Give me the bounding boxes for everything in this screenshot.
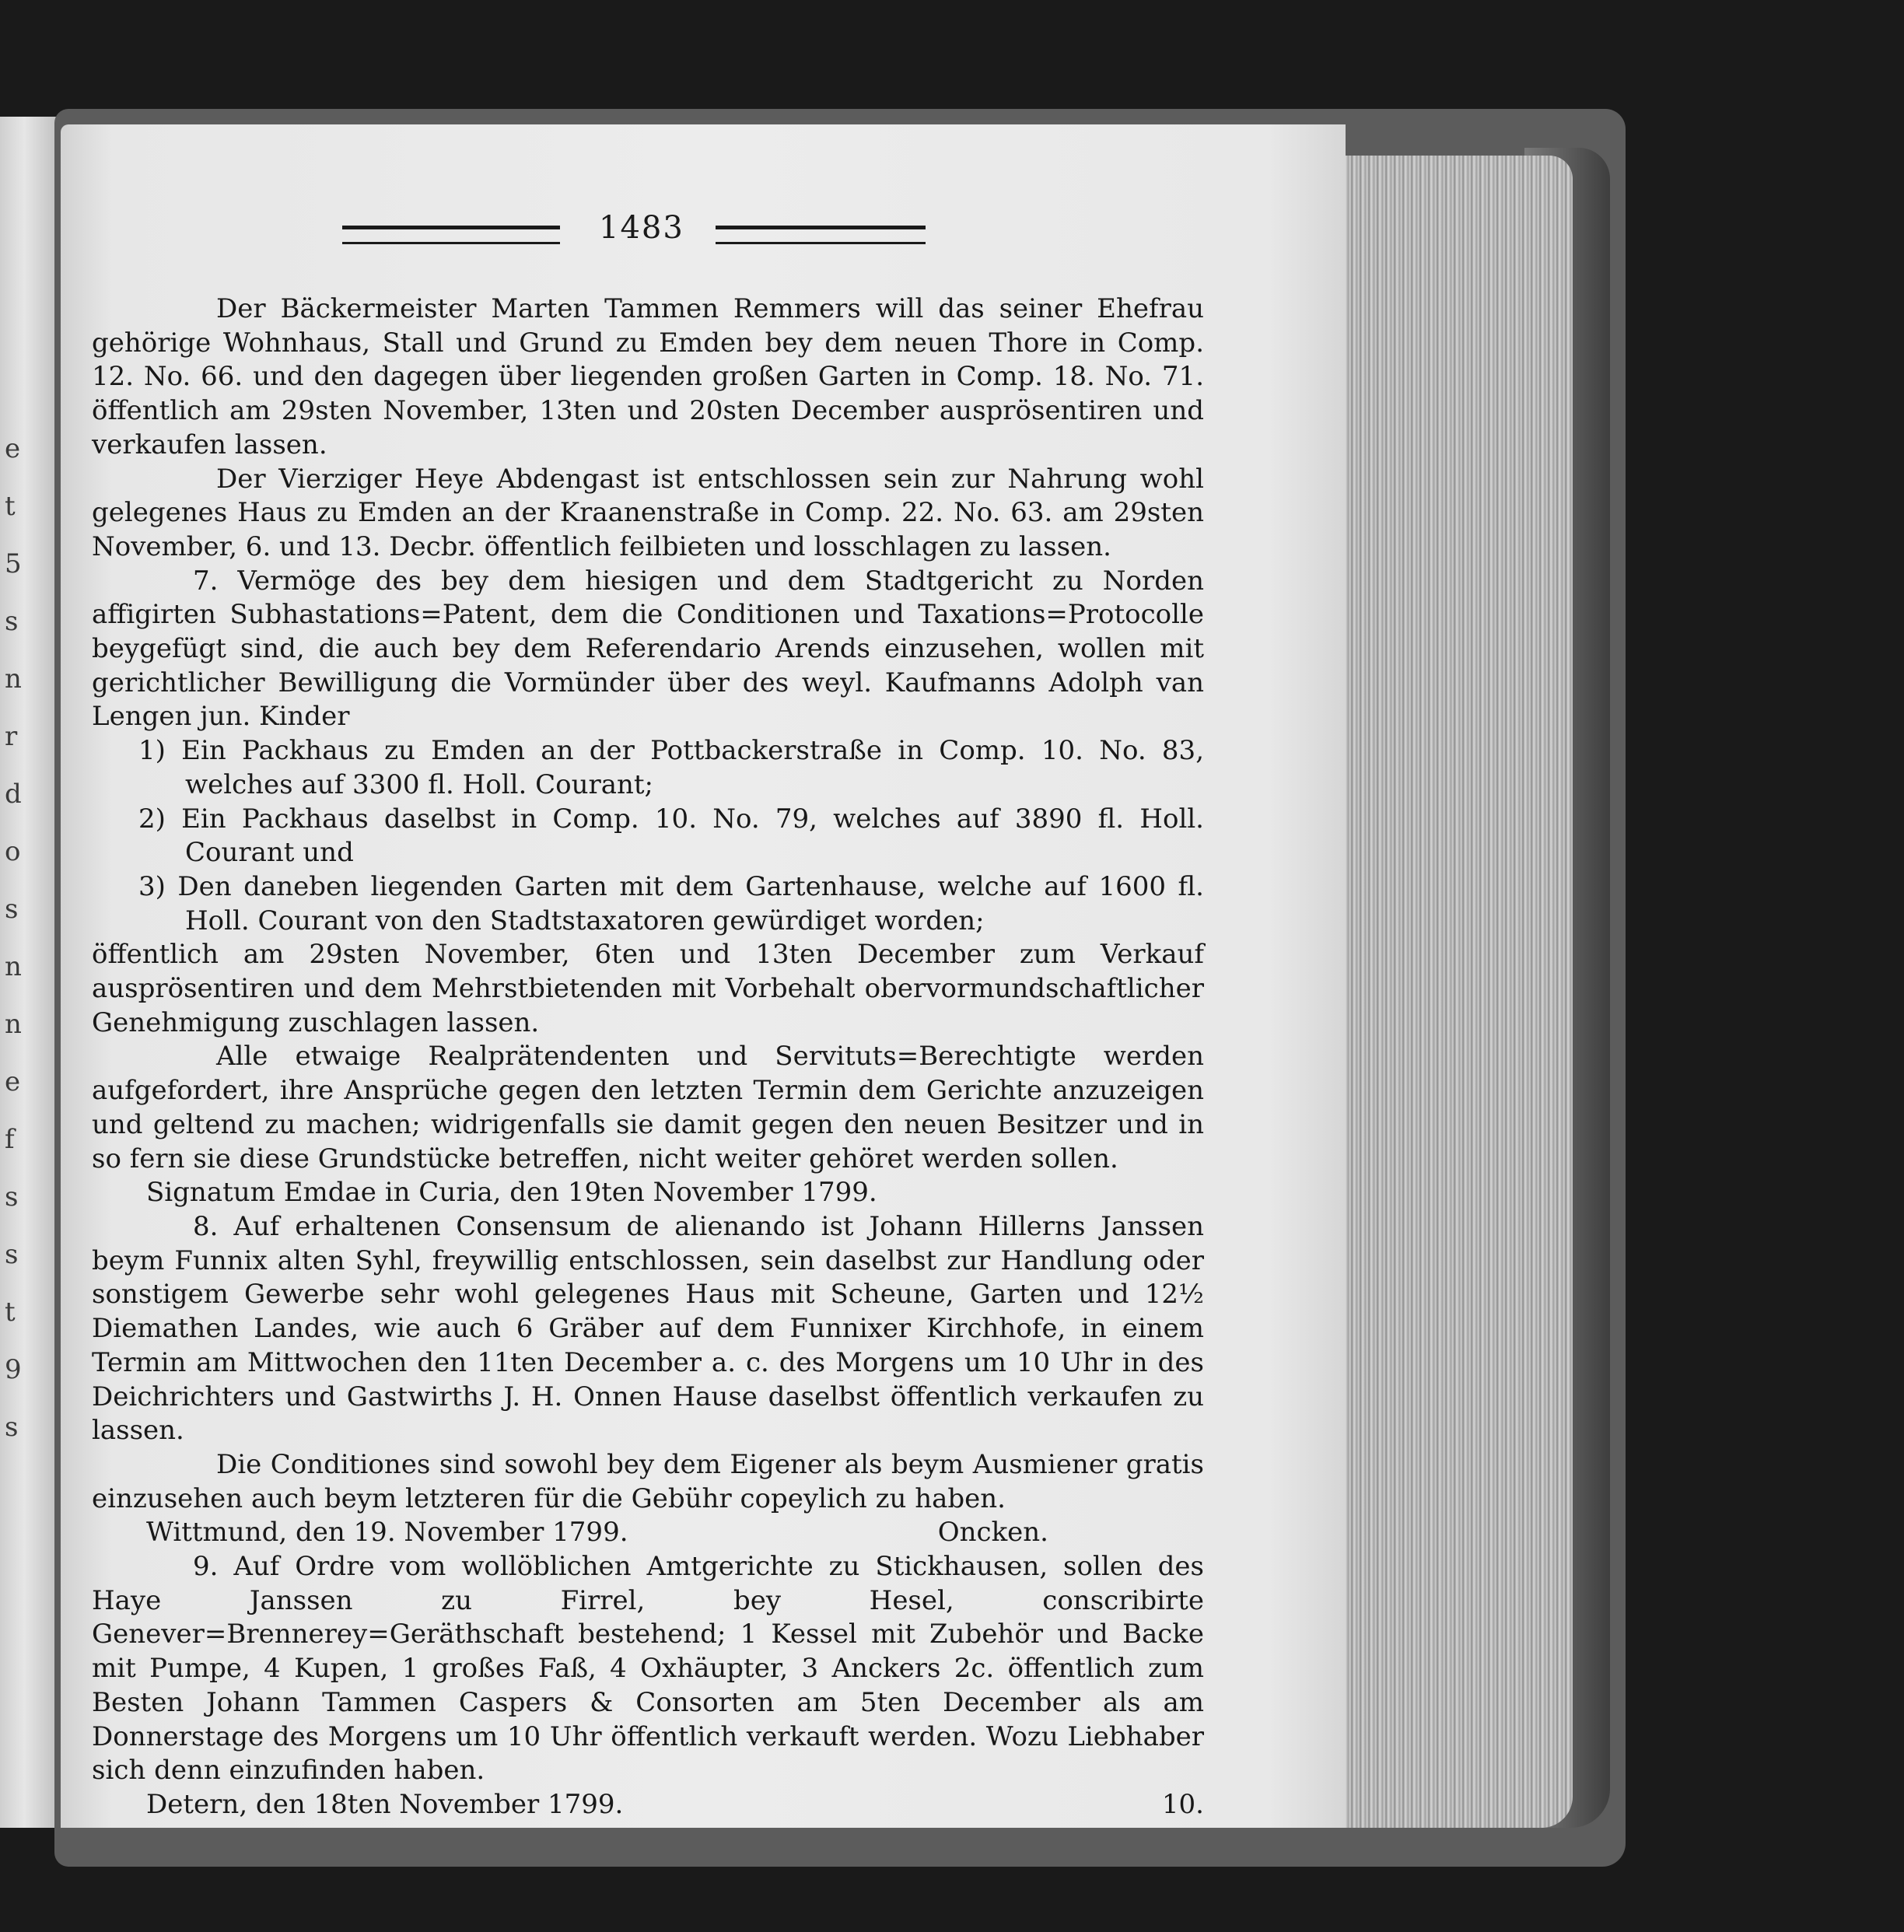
- margin-letter: n: [5, 1009, 22, 1040]
- paragraphs-section-1: [92, 292, 1204, 1516]
- margin-letter: n: [5, 951, 22, 982]
- paragraph: öffentlich am 29sten November, 6ten und 13ten December zum Verkauf ausprösentiren und dem Mehrstbietenden mit Vorbehalt obervormundschaftlicher Genehmigung zuschlagen lassen.: [92, 939, 1204, 1038]
- margin-letter: r: [5, 721, 18, 752]
- margin-letter: n: [5, 663, 22, 695]
- margin-letter: e: [5, 1066, 21, 1097]
- margin-letter: s: [5, 1239, 19, 1270]
- paragraphs-section-2: [92, 1550, 1204, 1788]
- margin-letter: o: [5, 836, 21, 867]
- paragraph: 1) Ein Packhaus zu Emden an der Pottbackerstraße in Comp. 10. No. 83, welches auf 3300 fl. Holl. Courant;: [138, 735, 1204, 800]
- margin-letter: 5: [5, 548, 22, 579]
- signoff-wittmund: [92, 1516, 1204, 1550]
- signoff-detern: [92, 1788, 1204, 1822]
- margin-letter: t: [5, 491, 16, 522]
- signoff-name: Oncken.: [937, 1517, 1048, 1549]
- paragraph: 2) Ein Packhaus daselbst in Comp. 10. No. 79, welches auf 3890 fl. Holl. Courant und: [138, 803, 1204, 869]
- page-body: [92, 292, 1204, 1822]
- margin-letter: s: [5, 894, 19, 925]
- paragraph: 9. Auf Ordre vom wollöblichen Amtgerichte zu Stickhausen, sollen des Haye Janssen zu Firrel, bey Hesel, conscribirte Genever=Brennerey=Geräthschaft bestehend; 1 Kessel mit Zubehör und Backe mit Pumpe, 4 Kupen, 1 großes Faß, 4 Oxhäupter, 3 Anckers 2c. öffentlich zum Besten Johann Tammen Caspers & Consorten am 5ten December als am Donnerstage des Morgens um 10 Uhr öffentlich verkauft werden. Wozu Liebhaber sich denn einzufinden haben.: [92, 1551, 1204, 1787]
- margin-letter: s: [5, 1412, 19, 1443]
- margin-letter: e: [5, 433, 21, 464]
- paragraph: Der Bäckermeister Marten Tammen Remmers will das seiner Ehefrau gehörige Wohnhaus, Stall und Grund zu Emden bey dem neuen Thore in Comp. 12. No. 66. und den dagegen über liegenden großen Garten in Comp. 18. No. 71. öffentlich am 29sten November, 13ten und 20sten December ausprösentiren und verkaufen lassen.: [92, 293, 1204, 460]
- paragraph: 8. Auf erhaltenen Consensum de alienando ist Johann Hillerns Janssen beym Funnix alten Syhl, freywillig entschlossen, sein daselbst zur Handlung oder sonstigem Gewerbe sehr wohl gelegenes Haus mit Scheune, Garten und 12½ Diemathen Landes, wie auch 6 Gräber auf dem Funnixer Kirchhofe, in einem Termin am Mittwochen den 11ten December a. c. des Morgens um 10 Uhr in des Deichrichters und Gastwirths J. H. Onnen Hause daselbst öffentlich verkaufen zu lassen.: [92, 1210, 1204, 1447]
- margin-letter: d: [5, 779, 22, 810]
- catchword: 10.: [1161, 1788, 1204, 1820]
- paragraph: 3) Den daneben liegenden Garten mit dem Gartenhause, welche auf 1600 fl. Holl. Courant von den Stadtstaxatoren gewürdiget worden;: [138, 870, 1204, 936]
- margin-letter: 9: [5, 1354, 22, 1385]
- paragraph: 7. Vermöge des bey dem hiesigen und dem Stadtgericht zu Norden affigirten Subhastations=Patent, dem die Conditionen und Taxations=Protocolle beygefügt sind, die auch bey dem Referendario Arends einzusehen, wollen mit gerichtlicher Bewilligung die Vormünder über des weyl. Kaufmanns Adolph van Lengen jun. Kinder: [92, 565, 1204, 733]
- margin-letter: t: [5, 1297, 16, 1328]
- header-rule-right: [716, 226, 926, 244]
- left-page-margin-letters: [5, 420, 51, 1456]
- signoff-place-date: Wittmund, den 19. November 1799.: [146, 1517, 628, 1549]
- page-number: 1483: [599, 210, 684, 246]
- paragraph: Der Vierziger Heye Abdengast ist entschlossen sein zur Nahrung wohl gelegenes Haus zu Emden an der Kraanenstraße in Comp. 22. No. 63. am 29sten November, 6. und 13. Decbr. öffentlich feilbieten und losschlagen zu lassen.: [92, 463, 1204, 562]
- margin-letter: s: [5, 1181, 19, 1213]
- margin-letter: f: [5, 1124, 15, 1155]
- left-page-edge: [0, 117, 63, 1828]
- margin-letter: s: [5, 606, 19, 637]
- page-header: [342, 210, 933, 257]
- header-rule-left: [342, 226, 560, 244]
- page-edges: [1339, 156, 1573, 1828]
- paragraph: Signatum Emdae in Curia, den 19ten November 1799.: [146, 1177, 877, 1209]
- paragraph: Die Conditiones sind sowohl bey dem Eigener als beym Ausmiener gratis einzusehen auch beym letzteren für die Gebühr copeylich zu haben.: [92, 1448, 1204, 1514]
- signoff-place-date: Detern, den 18ten November 1799.: [146, 1788, 624, 1820]
- paragraph: Alle etwaige Realprätendenten und Servituts=Berechtigte werden aufgefordert, ihre Ansprüche gegen den letzten Termin dem Gerichte anzuzeigen und geltend zu machen; widrigenfalls sie damit gegen den neuen Besitzer und in so fern sie diese Grundstücke betreffen, nicht weiter gehöret werden sollen.: [92, 1041, 1204, 1174]
